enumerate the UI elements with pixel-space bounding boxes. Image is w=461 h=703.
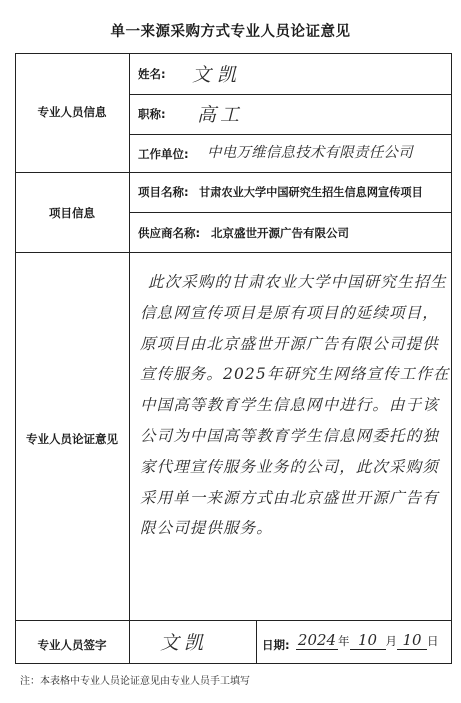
date-day: 10 xyxy=(402,631,422,649)
job-title-value: 高工 xyxy=(197,104,244,126)
date-label: 日期: xyxy=(262,638,290,652)
name-label: 姓名: xyxy=(138,67,166,81)
month-unit: 月 xyxy=(385,634,397,648)
job-title-label: 职称: xyxy=(138,107,166,121)
opinion-text: 此次采购的甘肃农业大学中国研究生招生信息网宣传项目是原有项目的延续项目，原项目由北京盛世开源广告有限公司提供宣传服务。2025年研究生网络宣传工作在中国高等教育学生信息网中进行。由于该公司为中国高等教育学生信息网委托的独家代理宣传服务业务的公司，此次采购须采用单一来源方式由北京盛世开源广告有限公司提供服务。 xyxy=(140,273,450,538)
column-divider xyxy=(256,620,257,664)
supplier-name-value: 北京盛世开源广告有限公司 xyxy=(211,226,349,240)
footnote: 注：本表格中专业人员论证意见由专业人员手工填写 xyxy=(20,676,250,687)
name-value: 文凯 xyxy=(192,64,243,86)
project-name-value: 甘肃农业大学中国研究生招生信息网宣传项目 xyxy=(199,186,423,199)
date-month: 10 xyxy=(357,631,378,649)
date-value xyxy=(296,631,439,650)
row-divider xyxy=(129,94,452,95)
year-unit: 年 xyxy=(338,634,350,648)
row-divider xyxy=(15,252,452,253)
row-divider xyxy=(129,134,452,135)
project-name-label: 项目名称: xyxy=(138,185,189,199)
row-divider xyxy=(15,172,452,173)
date-year: 2024 xyxy=(297,631,337,649)
expert-info-label: 专业人员信息 xyxy=(37,105,107,119)
opinion-label: 专业人员论证意见 xyxy=(26,432,118,446)
signature-label: 专业人员签字 xyxy=(37,638,107,652)
employer-label: 工作单位: xyxy=(138,147,189,161)
column-divider xyxy=(129,53,130,664)
signature-value: 文凯 xyxy=(160,632,209,654)
day-unit: 日 xyxy=(427,634,439,648)
project-info-label: 项目信息 xyxy=(49,206,95,220)
supplier-name-label: 供应商名称: xyxy=(138,226,201,240)
row-divider xyxy=(15,620,452,621)
row-divider xyxy=(129,212,452,213)
form-title: 单一来源采购方式专业人员论证意见 xyxy=(110,24,351,40)
employer-value: 中电万维信息技术有限责任公司 xyxy=(207,145,413,161)
